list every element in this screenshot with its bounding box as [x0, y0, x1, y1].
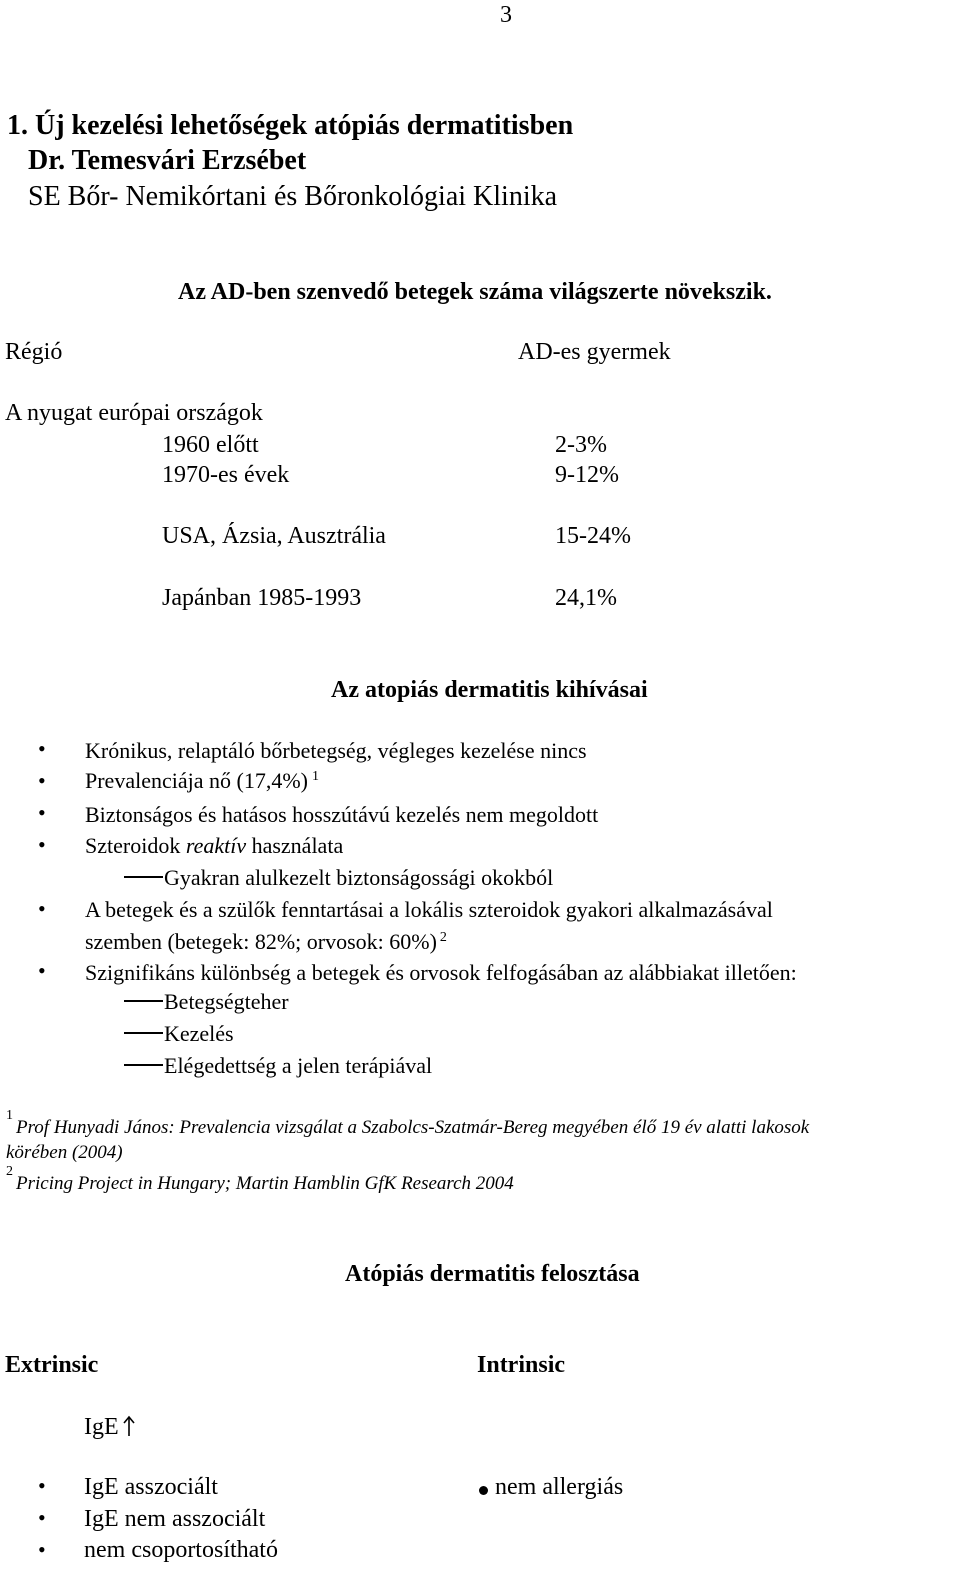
challenges-title: Az atopiás dermatitis kihívásai — [331, 677, 648, 703]
bullet-icon: • — [38, 1505, 46, 1530]
footnote-number: 2 — [6, 1164, 13, 1179]
bullet-text — [85, 833, 343, 859]
bullet-icon: • — [38, 1537, 46, 1562]
bullet-text-post: használata — [246, 833, 344, 858]
bullet-text: Szignifikáns különbség a betegek és orvosok felfogásában az alábbiakat illetően: — [85, 960, 797, 985]
sub-bullet-text: Betegségteher — [164, 989, 289, 1014]
table-row-label: 1960 előtt — [162, 432, 259, 458]
footnote-text-line1: Prof Hunyadi János: Prevalencia vizsgálat a Szabolcs-Szatmár-Bereg megyében élő 19 év alatti lakosok — [16, 1117, 810, 1138]
extrinsic-item: nem csoportosítható — [84, 1537, 278, 1563]
table-row-label: USA, Ázsia, Ausztrália — [162, 523, 386, 549]
footnote-text: Pricing Project in Hungary; Martin Hamblin GfK Research 2004 — [16, 1173, 514, 1194]
column-header-extrinsic: Extrinsic — [5, 1352, 99, 1378]
bullet-text-main: szemben (betegek: 82%; orvosok: 60%) — [85, 929, 437, 954]
footnote-ref: 1 — [311, 768, 319, 784]
dash-marker — [124, 876, 163, 878]
ige-label: IgE — [84, 1414, 119, 1440]
table-row-label: 1970-es évek — [162, 462, 290, 488]
bullet-text-italic: reaktív — [185, 833, 247, 858]
classification-title: Atópiás dermatitis felosztása — [345, 1261, 640, 1287]
table-row-value: 15-24% — [555, 523, 631, 549]
footnote-number: 1 — [6, 1108, 13, 1123]
table-row-label: Japánban 1985-1993 — [162, 585, 362, 611]
extrinsic-item: IgE asszociált — [84, 1474, 218, 1500]
author-name: Dr. Temesvári Erzsébet — [28, 145, 307, 176]
bullet-icon: • — [38, 768, 46, 793]
extrinsic-item: IgE nem asszociált — [84, 1506, 266, 1532]
sub-bullet-text: Kezelés — [164, 1021, 234, 1046]
column-header-region: Régió — [5, 339, 63, 365]
document-title: 1. Új kezelési lehetőségek atópiás dermatitisben — [7, 110, 574, 141]
table-row-value: 9-12% — [555, 462, 619, 488]
sub-bullet-text: Elégedettség a jelen terápiával — [164, 1053, 433, 1078]
ige-elevated — [84, 1414, 136, 1441]
dash-marker — [124, 1000, 163, 1002]
intrinsic-item: nem allergiás — [495, 1474, 624, 1500]
dash-marker — [124, 1032, 163, 1034]
bullet-icon: • — [38, 896, 46, 921]
bullet-icon: • — [38, 958, 46, 983]
bullet-icon: • — [38, 800, 46, 825]
bullet-text: Krónikus, relaptáló bőrbetegség, végleges kezelése nincs — [85, 738, 587, 763]
dash-marker — [124, 1064, 163, 1066]
prevalence-statement: Az AD-ben szenvedő betegek száma világszerte növekszik. — [178, 279, 772, 305]
table-row-value: 24,1% — [555, 585, 617, 611]
arrow-up-icon — [122, 1415, 136, 1437]
column-header-value: AD-es gyermek — [518, 339, 671, 365]
footnote-ref: 2 — [439, 929, 447, 945]
bullet-text-main: Prevalenciája nő (17,4%) — [85, 768, 308, 793]
column-header-intrinsic: Intrinsic — [477, 1352, 566, 1378]
bullet-text-pre: Szteroidok — [85, 833, 186, 858]
bullet-text — [85, 768, 319, 794]
sub-bullet-text: Gyakran alulkezelt biztonságossági okokból — [164, 865, 554, 890]
bullet-icon — [479, 1486, 488, 1495]
institution-name: SE Bőr- Nemikórtani és Bőronkológiai Klinika — [28, 181, 558, 212]
region-group-label: A nyugat európai országok — [5, 400, 263, 426]
bullet-icon: • — [38, 832, 46, 857]
bullet-text: Biztonságos és hatásos hosszútávú kezelés nem megoldott — [85, 802, 599, 827]
bullet-text-line2 — [85, 929, 447, 955]
table-row-value: 2-3% — [555, 432, 607, 458]
page-number: 3 — [500, 2, 512, 28]
bullet-icon: • — [38, 736, 46, 761]
bullet-text-line1: A betegek és a szülők fenntartásai a lokális szteroidok gyakori alkalmazásával — [85, 897, 773, 922]
bullet-icon: • — [38, 1473, 46, 1498]
footnote-text-line2: körében (2004) — [6, 1142, 123, 1163]
